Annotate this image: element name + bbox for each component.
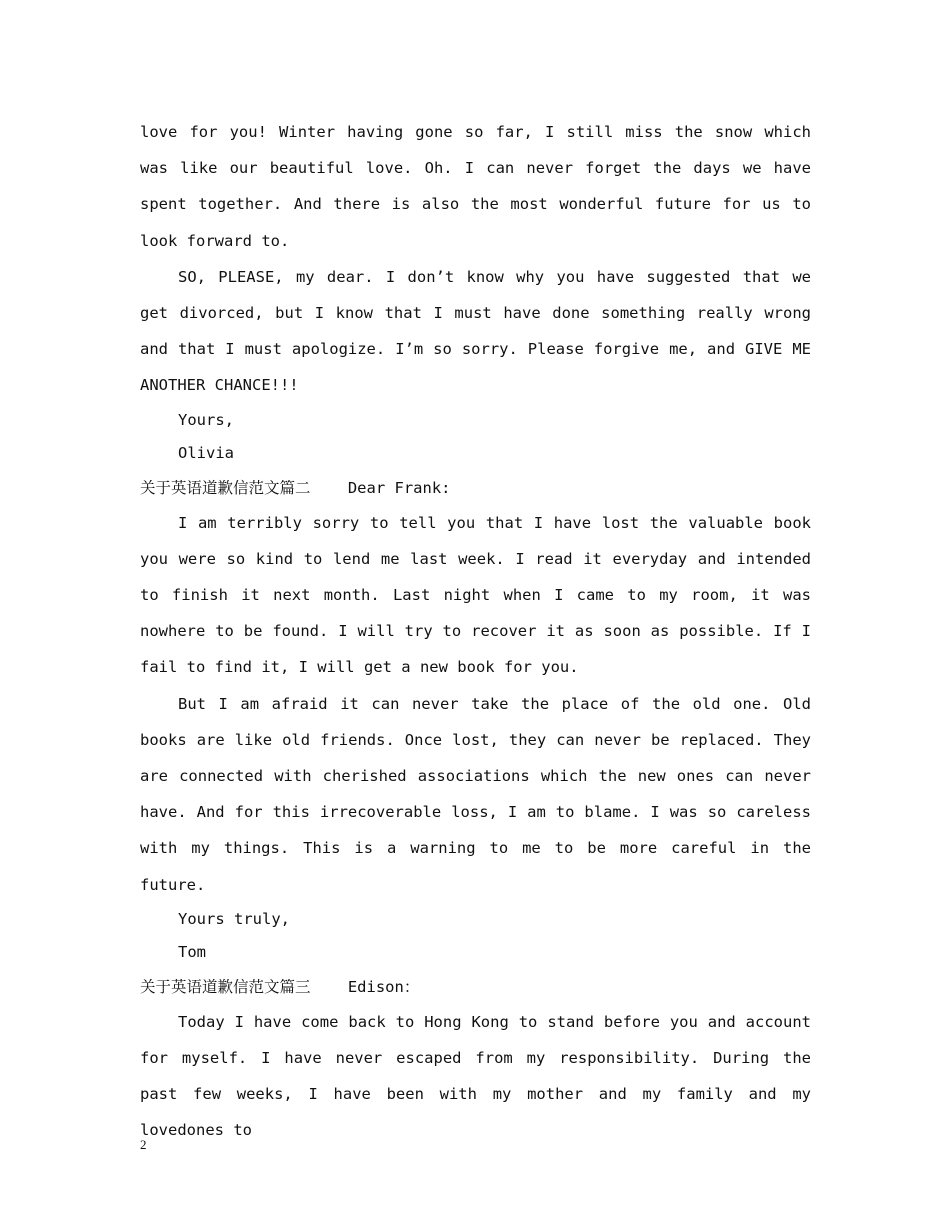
page-number: 2 (140, 1137, 147, 1152)
letter1-paragraph-2: SO, PLEASE, my dear. I don’t know why you have suggested that we get divorced, but I know that I must have done something really wrong and that I must apologize. I’m so sorry. Please forgive me, and GIVE ME ANOTHER CHANCE!!! (140, 267, 811, 395)
letter1-paragraph-1: love for you! Winter having gone so far, I still miss the snow which was like our beautiful love. Oh. I can never forget the days we have spent together. And there is also the most wonderful future for us to look forward to. (140, 123, 811, 250)
letter2-paragraph-2: But I am afraid it can never take the place of the old one. Old books are like old friends. Once lost, they can never be replaced. They are connected with cherished associations which the new ones can never have. And for this irrecoverable loss, I am to blame. I was so careless with my things. This is a warning to me to be more careful in the future. (140, 694, 811, 894)
letter2-salutation: Dear Frank: (347, 478, 451, 497)
letter2-signature: Tom (178, 943, 206, 962)
letter1-closing: Yours, (178, 410, 234, 429)
letter2-heading-line (140, 471, 811, 505)
letter2-paragraph-1: I am terribly sorry to tell you that I have lost the valuable book you were so kind to lend me last week. I read it everyday and intended to finish it next month. Last night when I came to my room, it was nowhere to be found. I will try to recover it as soon as possible. If I fail to find it, I will get a new book for you. (140, 513, 811, 677)
letter3-salutation: Edison： (347, 977, 420, 996)
letter2-closing: Yours truly, (178, 909, 290, 928)
letter1-signature: Olivia (178, 444, 234, 463)
letter2-heading: 关于英语道歉信范文篇二 (140, 478, 311, 497)
letter3-heading: 关于英语道歉信范文篇三 (140, 977, 311, 996)
letter3-heading-line (140, 970, 811, 1004)
letter3-paragraph-1: Today I have come back to Hong Kong to stand before you and account for myself. I have never escaped from my responsibility. During the past few weeks, I have been with my mother and my family and my lovedones to (140, 1012, 811, 1140)
page-content (140, 114, 811, 1149)
